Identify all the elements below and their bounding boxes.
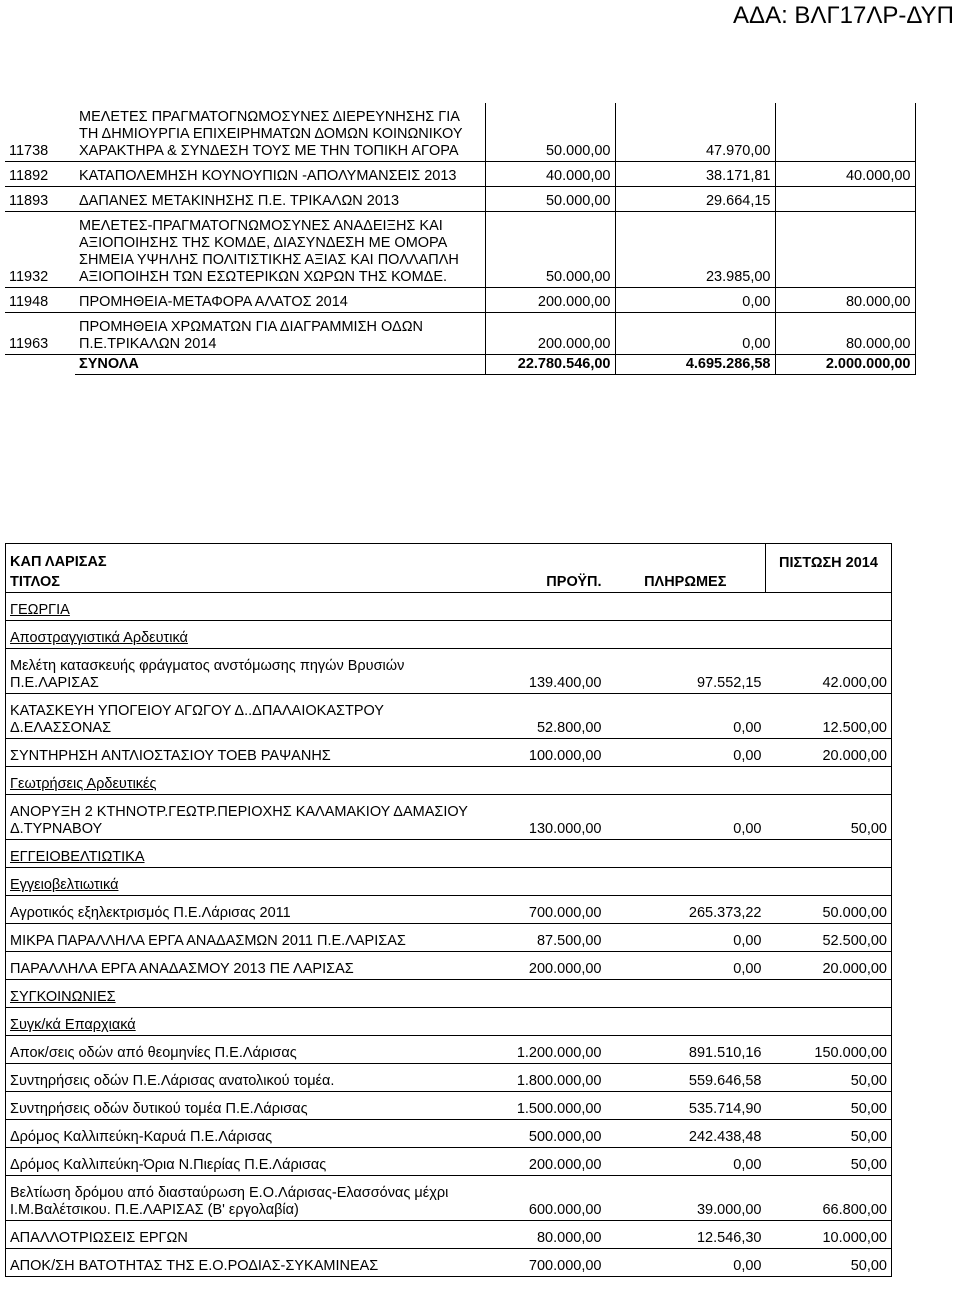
item-credit: 50,00: [766, 1092, 892, 1120]
list-item: [6, 1148, 892, 1176]
item-budget: [481, 980, 606, 1008]
row-title: ΠΡΟΜΗΘΕΙΑ-ΜΕΤΑΦΟΡΑ ΑΛΑΤΟΣ 2014: [75, 288, 485, 313]
row-title: ΠΡΟΜΗΘΕΙΑ ΧΡΩΜΑΤΩΝ ΓΙΑ ΔΙΑΓΡΑΜΜΙΣΗ ΟΔΩΝ Π.Ε.ΤΡΙΚΑΛΩΝ 2014: [75, 313, 485, 355]
item-credit: 12.500,00: [766, 694, 892, 739]
row-code: 11932: [5, 212, 75, 288]
list-item: [6, 1249, 892, 1277]
item-budget: [481, 593, 606, 621]
item-payments: 0,00: [606, 1148, 766, 1176]
list-item: [6, 1036, 892, 1064]
row-credit: [775, 187, 915, 212]
item-title: Αποστραγγιστικά Αρδευτικά: [6, 621, 481, 649]
item-payments: 559.646,58: [606, 1064, 766, 1092]
item-payments: 12.546,30: [606, 1221, 766, 1249]
item-payments: 0,00: [606, 795, 766, 840]
table-row: [5, 187, 915, 212]
item-budget: 87.500,00: [481, 924, 606, 952]
item-title: Συντηρήσεις οδών Π.Ε.Λάρισας ανατολικού τομέα.: [6, 1064, 481, 1092]
item-budget: 700.000,00: [481, 1249, 606, 1277]
row-code: 11738: [9, 143, 49, 159]
item-credit: 50,00: [766, 1249, 892, 1277]
item-payments: 0,00: [606, 694, 766, 739]
kap-larisas-table: [5, 543, 892, 1277]
table-row: [5, 162, 915, 187]
item-title: Γεωτρήσεις Αρδευτικές: [6, 767, 481, 795]
item-title: Αγροτικός εξηλεκτρισμός Π.Ε.Λάρισας 2011: [6, 896, 481, 924]
item-title: Μελέτη κατασκευής φράγματος ανστόμωσης πηγών Βρυσιών Π.Ε.ΛΑΡΙΣΑΣ: [6, 649, 481, 694]
item-credit: 20.000,00: [766, 739, 892, 767]
item-payments: [606, 840, 766, 868]
item-title: Αποκ/σεις οδών από θεομηνίες Π.Ε.Λάρισας: [6, 1036, 481, 1064]
row-title: ΜΕΛΕΤΕΣ-ΠΡΑΓΜΑΤΟΓΝΩΜΟΣΥΝΕΣ ΑΝΑΔΕΙΞΗΣ ΚΑΙ ΑΞΙΟΠΟΙΗΣΗΣ ΤΗΣ ΚΟΜΔΕ, ΔΙΑΣΥΝΔΕΣΗ ΜΕ ΟΜΟΡΑ ΣΗΜΕΙΑ ΥΨΗΛΗΣ ΠΟΛΙΤΙΣΤΙΚΗΣ ΑΞΙΑΣ ΚΑΙ ΠΟΛΛΑΠΛΗ ΑΞΙΟΠΟΙΗΣΗ ΤΩΝ ΕΣΩΤΕΡΙΚΩΝ ΧΩΡΩΝ ΤΗΣ ΚΟΜΔΕ.: [75, 212, 485, 288]
table-row: [5, 288, 915, 313]
row-payments: 23.985,00: [615, 212, 775, 288]
row-title: ΚΑΤΑΠΟΛΕΜΗΣΗ ΚΟΥΝΟΥΠΙΩΝ -ΑΠΟΛΥΜΑΝΣΕΙΣ 2013: [75, 162, 485, 187]
item-title: ΓΕΩΡΓΙΑ: [6, 593, 481, 621]
list-item: [6, 1221, 892, 1249]
item-title: Εγγειοβελτιωτικά: [6, 868, 481, 896]
item-title: Βελτίωση δρόμου από διασταύρωση Ε.Ο.Λάρισας-Ελασσόνας μέχρι Ι.Μ.Βαλέτσικου. Π.Ε.ΛΑΡΙΣΑΣ (Β' εργολαβία): [6, 1176, 481, 1221]
list-item: [6, 621, 892, 649]
item-credit: 50.000,00: [766, 896, 892, 924]
list-item: [6, 1120, 892, 1148]
row-code: 11963: [5, 313, 75, 355]
col-budget-header: ΠΡΟΫΠ.: [546, 574, 602, 590]
list-item: [6, 1092, 892, 1120]
list-item: [6, 924, 892, 952]
item-payments: [606, 767, 766, 795]
row-code: 11893: [5, 187, 75, 212]
item-credit: 50,00: [766, 1120, 892, 1148]
item-credit: 50,00: [766, 1148, 892, 1176]
item-budget: [481, 868, 606, 896]
item-credit: 66.800,00: [766, 1176, 892, 1221]
row-budget: 50.000,00: [485, 212, 615, 288]
row-budget: 50.000,00: [485, 187, 615, 212]
projects-table: [5, 103, 916, 375]
item-credit: 52.500,00: [766, 924, 892, 952]
item-credit: 50,00: [766, 1064, 892, 1092]
item-payments: 0,00: [606, 924, 766, 952]
row-credit: 80.000,00: [775, 313, 915, 355]
list-item: [6, 767, 892, 795]
list-item: [6, 593, 892, 621]
col-payments-header: ΠΛΗΡΩΜΕΣ: [644, 574, 727, 590]
list-item: [6, 896, 892, 924]
item-credit: [766, 621, 892, 649]
item-budget: 600.000,00: [481, 1176, 606, 1221]
row-budget: 200.000,00: [485, 313, 615, 355]
item-payments: 97.552,15: [606, 649, 766, 694]
item-title: ΣΥΝΤΗΡΗΣΗ ΑΝΤΛΙΟΣΤΑΣΙΟΥ ΤΟΕΒ ΡΑΨΑΝΗΣ: [6, 739, 481, 767]
item-credit: 10.000,00: [766, 1221, 892, 1249]
row-credit: 80.000,00: [775, 288, 915, 313]
row-title: ΔΑΠΑΝΕΣ ΜΕΤΑΚΙΝΗΣΗΣ Π.Ε. ΤΡΙΚΑΛΩΝ 2013: [75, 187, 485, 212]
item-budget: [481, 840, 606, 868]
row-credit: [775, 103, 915, 162]
table-row: [5, 313, 915, 355]
row-payments: 0,00: [615, 313, 775, 355]
item-title: ΠΑΡΑΛΛΗΛΑ ΕΡΓΑ ΑΝΑΔΑΣΜΟΥ 2013 ΠΕ ΛΑΡΙΣΑΣ: [6, 952, 481, 980]
ada-code: ΑΔΑ: ΒΛΓ17ΛΡ-ΔΥΠ: [733, 2, 954, 29]
list-item: [6, 952, 892, 980]
col-credit-header: ΠΙΣΤΩΣΗ 2014: [766, 544, 892, 593]
list-item: [6, 980, 892, 1008]
item-title: Δρόμος Καλλιπεύκη-Όρια Ν.Πιερίας Π.Ε.Λάρισας: [6, 1148, 481, 1176]
totals-row: [5, 355, 915, 375]
table-row: [5, 103, 915, 162]
item-payments: 535.714,90: [606, 1092, 766, 1120]
table2-heading: ΚΑΠ ΛΑΡΙΣΑΣ: [6, 544, 481, 574]
item-title: ΜΙΚΡΑ ΠΑΡΑΛΛΗΛΑ ΕΡΓΑ ΑΝΑΔΑΣΜΩΝ 2011 Π.Ε.ΛΑΡΙΣΑΣ: [6, 924, 481, 952]
row-title: ΜΕΛΕΤΕΣ ΠΡΑΓΜΑΤΟΓΝΩΜΟΣΥΝΕΣ ΔΙΕΡΕΥΝΗΣΗΣ ΓΙΑ ΤΗ ΔΗΜΙΟΥΡΓΙΑ ΕΠΙΧΕΙΡΗΜΑΤΩΝ ΔΟΜΩΝ ΚΟΙΝΩΝΙΚΟΥ ΧΑΡΑΚΤΗΡΑ & ΣΥΝΔΕΣΗ ΤΟΥΣ ΜΕ ΤΗΝ ΤΟΠΙΚΗ ΑΓΟΡΑ: [79, 109, 463, 159]
item-budget: [481, 621, 606, 649]
row-budget: 50.000,00: [485, 103, 615, 162]
row-payments: 29.664,15: [615, 187, 775, 212]
item-payments: [606, 868, 766, 896]
row-budget: 200.000,00: [485, 288, 615, 313]
totals-label: ΣΥΝΟΛΑ: [75, 355, 485, 375]
item-title: ΑΠΟΚ/ΣΗ ΒΑΤΟΤΗΤΑΣ ΤΗΣ Ε.Ο.ΡΟΔΙΑΣ-ΣΥΚΑΜΙΝΕΑΣ: [6, 1249, 481, 1277]
item-payments: 0,00: [606, 952, 766, 980]
item-budget: 200.000,00: [481, 1148, 606, 1176]
item-payments: 0,00: [606, 1249, 766, 1277]
list-item: [6, 1064, 892, 1092]
item-credit: [766, 593, 892, 621]
item-payments: 0,00: [606, 739, 766, 767]
item-budget: 700.000,00: [481, 896, 606, 924]
item-budget: 52.800,00: [481, 694, 606, 739]
list-item: [6, 649, 892, 694]
list-item: [6, 1176, 892, 1221]
item-payments: 242.438,48: [606, 1120, 766, 1148]
row-payments: 0,00: [615, 288, 775, 313]
col-title-header: ΤΙΤΛΟΣ: [6, 573, 481, 593]
item-payments: 891.510,16: [606, 1036, 766, 1064]
item-budget: 1.800.000,00: [481, 1064, 606, 1092]
item-credit: [766, 1008, 892, 1036]
item-credit: [766, 767, 892, 795]
row-payments: 47.970,00: [615, 103, 775, 162]
row-code: 11892: [5, 162, 75, 187]
row-budget: 40.000,00: [485, 162, 615, 187]
item-payments: 265.373,22: [606, 896, 766, 924]
item-credit: 20.000,00: [766, 952, 892, 980]
item-payments: [606, 593, 766, 621]
item-budget: 139.400,00: [481, 649, 606, 694]
totals-blank: [5, 355, 75, 375]
item-budget: 200.000,00: [481, 952, 606, 980]
table-row: [5, 212, 915, 288]
item-credit: [766, 868, 892, 896]
item-payments: [606, 980, 766, 1008]
totals-budget: 22.780.546,00: [485, 355, 615, 375]
item-title: Συντηρήσεις οδών δυτικού τομέα Π.Ε.Λάρισας: [6, 1092, 481, 1120]
item-budget: [481, 1008, 606, 1036]
item-budget: [481, 767, 606, 795]
totals-payments: 4.695.286,58: [615, 355, 775, 375]
item-budget: 130.000,00: [481, 795, 606, 840]
item-title: ΣΥΓΚΟΙΝΩΝΙΕΣ: [6, 980, 481, 1008]
item-credit: [766, 840, 892, 868]
row-credit: 40.000,00: [775, 162, 915, 187]
item-title: ΑΠΑΛΛΟΤΡΙΩΣΕΙΣ ΕΡΓΩΝ: [6, 1221, 481, 1249]
totals-credit: 2.000.000,00: [775, 355, 915, 375]
item-budget: 500.000,00: [481, 1120, 606, 1148]
item-credit: 42.000,00: [766, 649, 892, 694]
list-item: [6, 739, 892, 767]
item-payments: [606, 1008, 766, 1036]
list-item: [6, 840, 892, 868]
list-item: [6, 694, 892, 739]
item-title: ΑΝΟΡΥΞΗ 2 ΚΤΗΝΟΤΡ.ΓΕΩΤΡ.ΠΕΡΙΟΧΗΣ ΚΑΛΑΜΑΚΙΟΥ ΔΑΜΑΣΙΟΥ Δ.ΤΥΡΝΑΒΟΥ: [6, 795, 481, 840]
item-credit: 150.000,00: [766, 1036, 892, 1064]
item-title: Συγκ/κά Επαρχιακά: [6, 1008, 481, 1036]
list-item: [6, 868, 892, 896]
item-title: ΕΓΓΕΙΟΒΕΛΤΙΩΤΙΚΑ: [6, 840, 481, 868]
list-item: [6, 795, 892, 840]
row-payments: 38.171,81: [615, 162, 775, 187]
item-credit: [766, 980, 892, 1008]
row-code: 11948: [5, 288, 75, 313]
item-payments: [606, 621, 766, 649]
item-budget: 80.000,00: [481, 1221, 606, 1249]
list-item: [6, 1008, 892, 1036]
row-credit: [775, 212, 915, 288]
item-budget: 100.000,00: [481, 739, 606, 767]
item-credit: 50,00: [766, 795, 892, 840]
item-title: ΚΑΤΑΣΚΕΥΗ ΥΠΟΓΕΙΟΥ ΑΓΩΓΟΥ Δ..ΔΠΑΛΑΙΟΚΑΣΤΡΟΥ Δ.ΕΛΑΣΣΟΝΑΣ: [6, 694, 481, 739]
item-title: Δρόμος Καλλιπεύκη-Καρυά Π.Ε.Λάρισας: [6, 1120, 481, 1148]
item-budget: 1.200.000,00: [481, 1036, 606, 1064]
item-budget: 1.500.000,00: [481, 1092, 606, 1120]
item-payments: 39.000,00: [606, 1176, 766, 1221]
